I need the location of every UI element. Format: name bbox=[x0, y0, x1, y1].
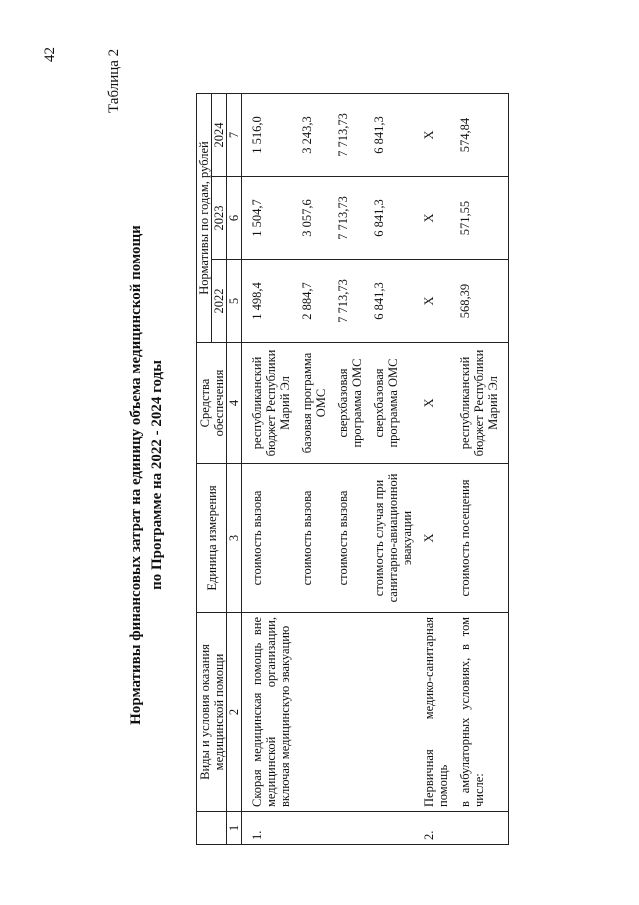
column-number: 3 bbox=[227, 464, 242, 613]
column-number: 2 bbox=[227, 613, 242, 812]
row-number bbox=[292, 812, 328, 845]
column-number: 1 bbox=[227, 812, 242, 845]
funding-source: базовая программа ОМС bbox=[292, 343, 328, 464]
care-kind: Первичная медико-санитарная помощь bbox=[414, 613, 450, 812]
value-2024: 574,84 bbox=[450, 94, 509, 177]
unit: стоимость случая при санитарно-авиационной эвакуации bbox=[364, 464, 414, 613]
document-title bbox=[126, 155, 168, 795]
header-norms: Нормативы по годам, рублей bbox=[197, 94, 212, 343]
header-year-2024: 2024 bbox=[212, 94, 227, 177]
value-2022: 2 884,7 bbox=[292, 260, 328, 343]
funding-source: республиканский бюджет Республики Марий Эл bbox=[242, 343, 293, 464]
column-number-row bbox=[227, 94, 242, 845]
title-line-2: по Программе на 2022 - 2024 годы bbox=[149, 360, 165, 590]
table-row bbox=[242, 94, 293, 845]
value-2022: 7 713,73 bbox=[328, 260, 364, 343]
care-kind bbox=[292, 613, 328, 812]
header-year-2023: 2023 bbox=[212, 177, 227, 260]
value-2024: 7 713,73 bbox=[328, 94, 364, 177]
column-number: 5 bbox=[227, 260, 242, 343]
page-number: 42 bbox=[42, 47, 58, 62]
table-row bbox=[292, 94, 328, 845]
row-number bbox=[450, 812, 509, 845]
value-2024: 3 243,3 bbox=[292, 94, 328, 177]
header-source: Средства обеспечения bbox=[197, 343, 227, 464]
value-2023: 1 504,7 bbox=[242, 177, 293, 260]
value-2022: 568,39 bbox=[450, 260, 509, 343]
care-kind bbox=[364, 613, 414, 812]
value-2024: Х bbox=[414, 94, 450, 177]
unit: стоимость вызова bbox=[242, 464, 293, 613]
row-number bbox=[364, 812, 414, 845]
funding-source: сверхбазовая программа ОМС bbox=[364, 343, 414, 464]
value-2022: Х bbox=[414, 260, 450, 343]
care-kind bbox=[328, 613, 364, 812]
table-label: Таблица 2 bbox=[106, 48, 122, 113]
table-row bbox=[450, 94, 509, 845]
value-2023: 571,55 bbox=[450, 177, 509, 260]
table-row bbox=[414, 94, 450, 845]
header-year-2022: 2022 bbox=[212, 260, 227, 343]
value-2024: 6 841,3 bbox=[364, 94, 414, 177]
value-2023: 7 713,73 bbox=[328, 177, 364, 260]
care-kind: Скорая медицинская помощь вне медицинской организации, включая медицинскую эвакуацию bbox=[242, 613, 293, 812]
title-line-1: Нормативы финансовых затрат на единицу объема медицинской помощи bbox=[128, 225, 144, 725]
unit: стоимость вызова bbox=[292, 464, 328, 613]
care-kind: в амбулаторных условиях, в том числе: bbox=[450, 613, 509, 812]
row-number bbox=[328, 812, 364, 845]
row-number: 1. bbox=[242, 812, 293, 845]
header-kind: Виды и условия оказания медицинской помощи bbox=[197, 613, 227, 812]
value-2024: 1 516,0 bbox=[242, 94, 293, 177]
funding-source: республиканский бюджет Республики Марий Эл bbox=[450, 343, 509, 464]
column-number: 7 bbox=[227, 94, 242, 177]
value-2022: 6 841,3 bbox=[364, 260, 414, 343]
table-row bbox=[328, 94, 364, 845]
norms-table bbox=[196, 93, 509, 845]
unit: стоимость вызова bbox=[328, 464, 364, 613]
value-2023: 6 841,3 bbox=[364, 177, 414, 260]
row-number: 2. bbox=[414, 812, 450, 845]
value-2022: 1 498,4 bbox=[242, 260, 293, 343]
funding-source: Х bbox=[414, 343, 450, 464]
value-2023: Х bbox=[414, 177, 450, 260]
value-2023: 3 057,6 bbox=[292, 177, 328, 260]
unit: стоимость посещения bbox=[450, 464, 509, 613]
header-unit: Единица измерения bbox=[197, 464, 227, 613]
header-empty-cell bbox=[197, 812, 227, 845]
column-number: 4 bbox=[227, 343, 242, 464]
table-row bbox=[364, 94, 414, 845]
column-number: 6 bbox=[227, 177, 242, 260]
funding-source: сверхбазовая программа ОМС bbox=[328, 343, 364, 464]
unit: Х bbox=[414, 464, 450, 613]
